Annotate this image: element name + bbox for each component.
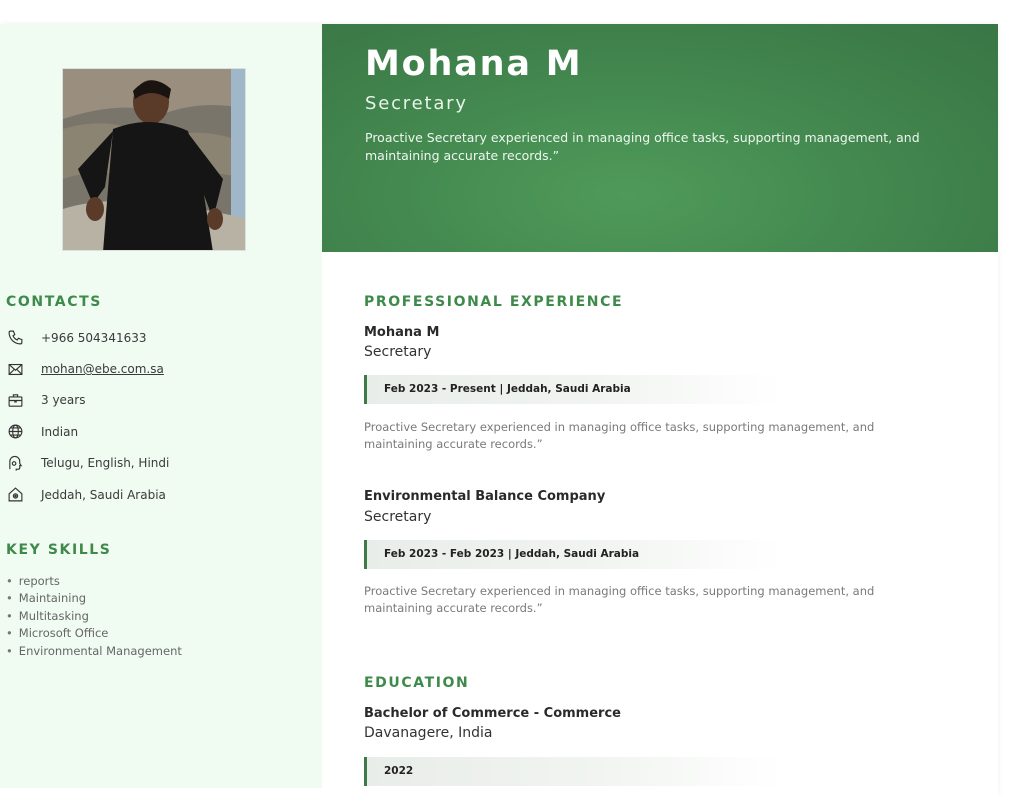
briefcase-icon bbox=[6, 391, 24, 409]
skill-item: • Microsoft Office bbox=[6, 625, 182, 642]
experience-description: Proactive Secretary experienced in managing office tasks, supporting management, and maintaining accurate records.” bbox=[364, 584, 875, 615]
contact-location bbox=[6, 479, 306, 510]
experience-dates: Feb 2023 - Feb 2023 | Jeddah, Saudi Arabia bbox=[364, 540, 784, 569]
skill-item: • Maintaining bbox=[6, 590, 182, 607]
contacts-heading: CONTACTS bbox=[6, 294, 102, 310]
experience-text: 3 years bbox=[41, 393, 86, 408]
skill-item: • Multitasking bbox=[6, 608, 182, 625]
contact-languages bbox=[6, 448, 306, 479]
globe-icon bbox=[6, 423, 24, 441]
candidate-name: Mohana M bbox=[365, 44, 583, 84]
home-icon bbox=[6, 486, 24, 504]
experience-heading: PROFESSIONAL EXPERIENCE bbox=[364, 294, 624, 310]
resume-header bbox=[322, 24, 998, 252]
skill-item: • reports bbox=[6, 573, 182, 590]
email-link[interactable]: mohan@ebe.com.sa bbox=[41, 362, 164, 377]
experience-org: Environmental Balance Company bbox=[364, 489, 606, 504]
skill-item: • Environmental Management bbox=[6, 643, 182, 660]
key-skills-heading: KEY SKILLS bbox=[6, 542, 112, 558]
candidate-summary: Proactive Secretary experienced in managing office tasks, supporting management, and maintaining accurate records.” bbox=[365, 130, 920, 163]
language-icon bbox=[6, 454, 24, 472]
phone-icon bbox=[6, 329, 24, 347]
experience-dates: Feb 2023 - Present | Jeddah, Saudi Arabia bbox=[364, 375, 784, 404]
resume-page bbox=[0, 24, 998, 796]
education-location: Davanagere, India bbox=[364, 725, 493, 741]
contact-email bbox=[6, 353, 306, 384]
contact-experience bbox=[6, 385, 306, 416]
contact-phone bbox=[6, 322, 306, 353]
experience-org: Mohana M bbox=[364, 325, 440, 340]
education-heading: EDUCATION bbox=[364, 675, 470, 691]
phone-text: +966 504341633 bbox=[41, 330, 147, 345]
experience-position: Secretary bbox=[364, 344, 432, 360]
skill-list bbox=[6, 573, 182, 660]
experience-description: Proactive Secretary experienced in managing office tasks, supporting management, and maintaining accurate records.” bbox=[364, 420, 875, 451]
languages-text: Telugu, English, Hindi bbox=[41, 456, 170, 471]
profile-photo bbox=[62, 68, 246, 251]
education-year: 2022 bbox=[364, 757, 784, 786]
education-degree: Bachelor of Commerce - Commerce bbox=[364, 706, 621, 721]
mail-icon bbox=[6, 360, 24, 378]
contact-list bbox=[6, 322, 306, 510]
candidate-title: Secretary bbox=[365, 93, 468, 114]
location-text: Jeddah, Saudi Arabia bbox=[41, 487, 166, 502]
experience-position: Secretary bbox=[364, 509, 432, 525]
nationality-text: Indian bbox=[41, 424, 79, 439]
contact-nationality bbox=[6, 416, 306, 447]
sidebar bbox=[0, 24, 322, 788]
